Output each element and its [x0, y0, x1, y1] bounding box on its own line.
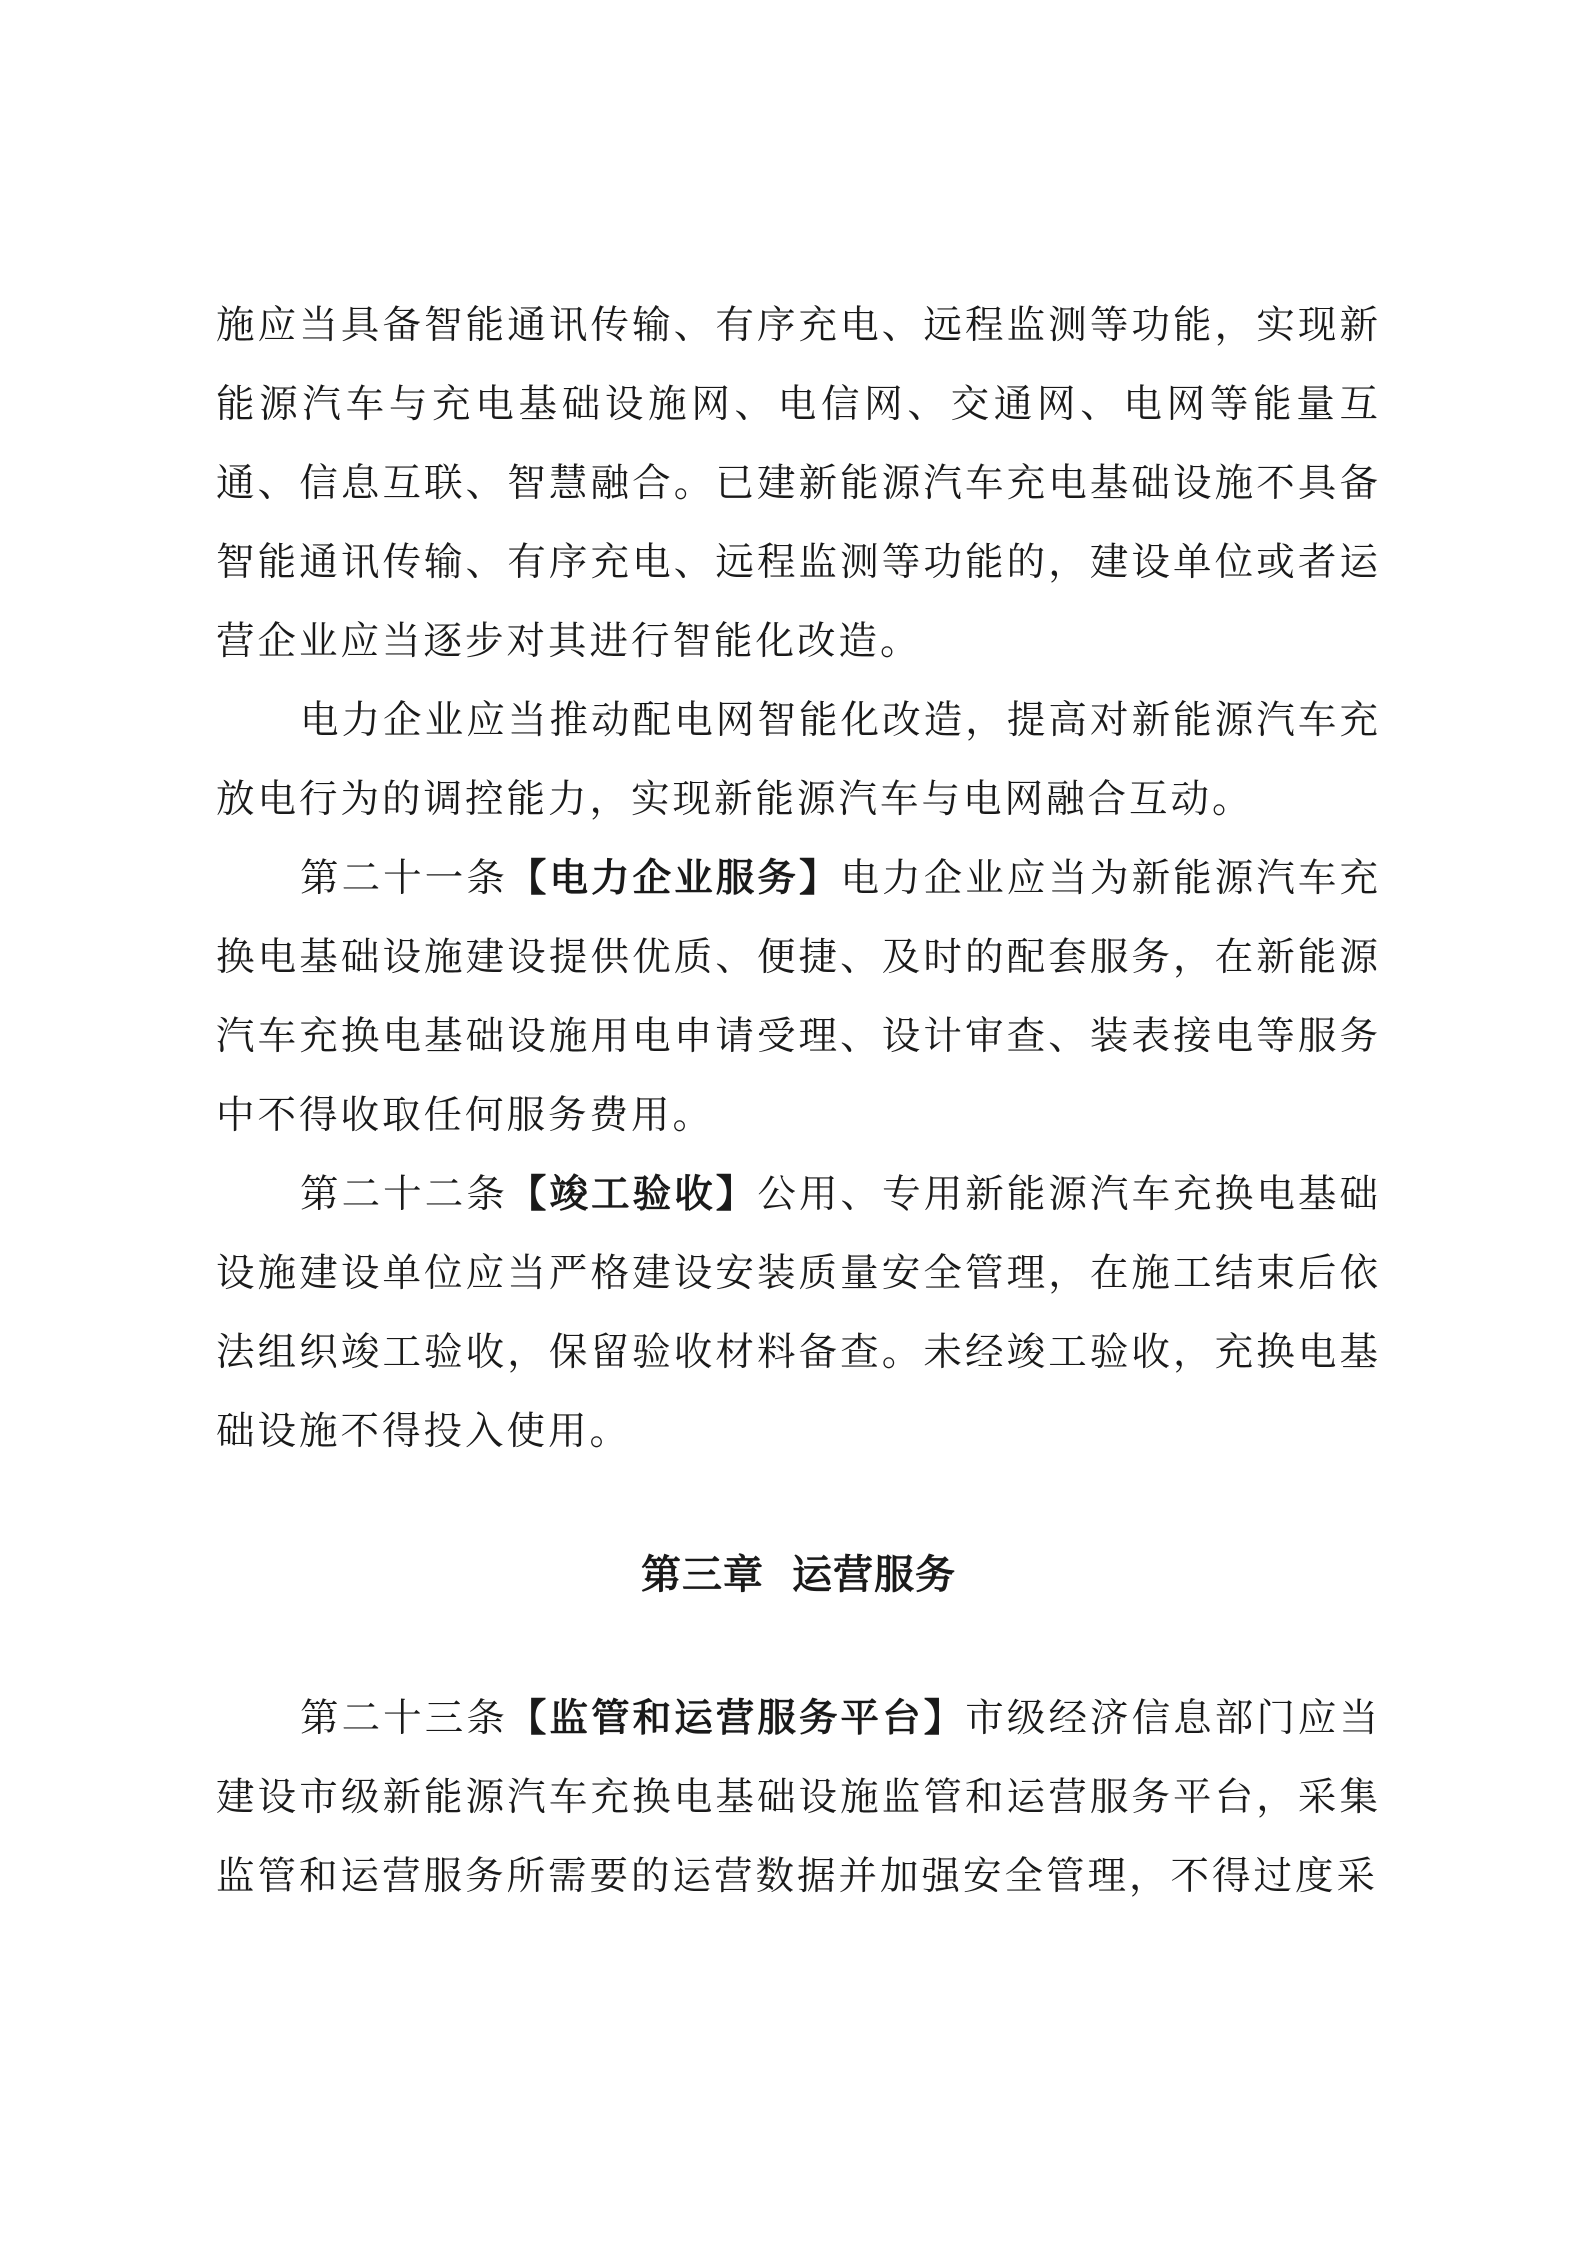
article-22-number: 第二十二条	[300, 1172, 508, 1217]
article-22-title: 【竣工验收】	[507, 1172, 758, 1217]
article-22-body: 公用、专用新能源汽车充换电基础设施建设单位应当严格建设安装质量安全管理，在施工结束后依法组织竣工验收，保留验收材料备查。未经竣工验收，充换电基础设施不得投入使用。	[216, 1172, 1381, 1454]
article-22	[216, 1155, 1381, 1471]
article-21-body: 电力企业应当为新能源汽车充换电基础设施建设提供优质、便捷、及时的配套服务，在新能源汽车充换电基础设施用电申请受理、设计审查、装表接电等服务中不得收取任何服务费用。	[216, 856, 1381, 1138]
article-23-number: 第二十三条	[300, 1696, 508, 1741]
chapter-title: 运营服务	[792, 1552, 956, 1598]
paragraph-continuation: 施应当具备智能通讯传输、有序充电、远程监测等功能，实现新能源汽车与充电基础设施网、电信网、交通网、电网等能量互通、信息互联、智慧融合。已建新能源汽车充电基础设施不具备智能通讯传输、有序充电、远程监测等功能的，建设单位或者运营企业应当逐步对其进行智能化改造。	[216, 303, 1381, 664]
document-body	[216, 286, 1381, 1916]
article-21-title: 【电力企业服务】	[507, 856, 841, 901]
article-21	[216, 839, 1381, 1155]
article-23-body: 市级经济信息部门应当建设市级新能源汽车充换电基础设施监管和运营服务平台，采集监管和运营服务所需要的运营数据并加强安全管理，不得过度采	[216, 1696, 1381, 1899]
article-21-number: 第二十一条	[300, 856, 508, 901]
article-23	[216, 1679, 1381, 1916]
chapter-heading	[216, 1471, 1381, 1679]
article-23-title: 【监管和运营服务平台】	[507, 1696, 966, 1741]
paragraph-grid-interaction: 电力企业应当推动配电网智能化改造，提高对新能源汽车充放电行为的调控能力，实现新能源汽车与电网融合互动。	[216, 698, 1381, 822]
chapter-number: 第三章	[641, 1552, 764, 1598]
